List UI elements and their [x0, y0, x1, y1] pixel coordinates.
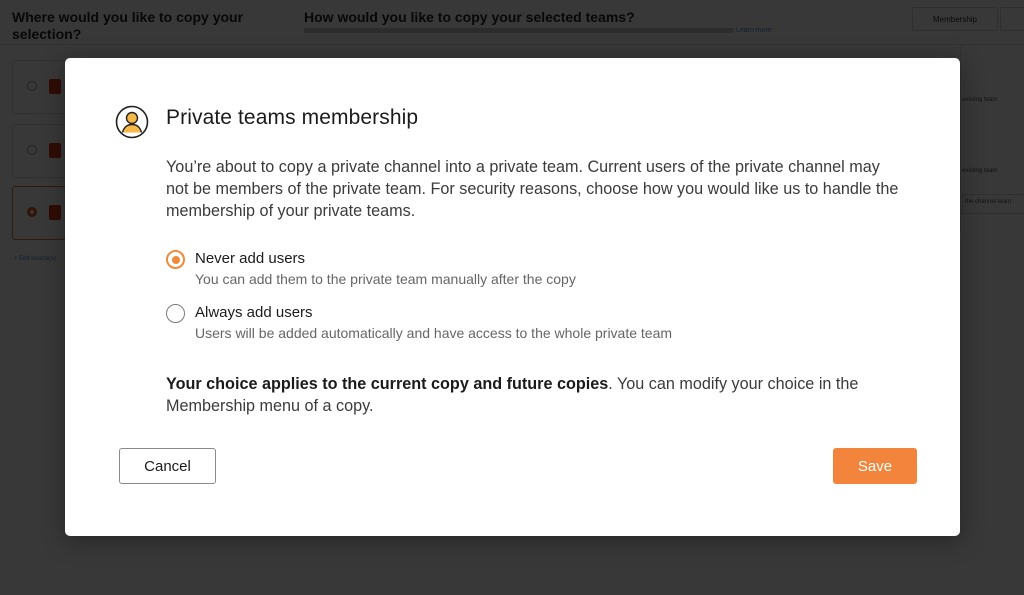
person-circle-icon: [115, 105, 149, 139]
option-label: Always add users: [195, 304, 313, 321]
choice-note-rest: . You can modify your choice in the Membership menu of a copy.: [166, 375, 859, 415]
choice-note-bold: Your choice applies to the current copy and future copies: [166, 375, 609, 393]
membership-dialog: [65, 58, 960, 536]
dialog-title: Private teams membership: [166, 106, 419, 129]
option-label: Never add users: [195, 250, 306, 267]
radio-never-add-users[interactable]: [166, 250, 185, 269]
option-help-text: You can add them to the private team manually after the copy: [195, 271, 576, 287]
option-help-text: Users will be added automatically and have access to the whole private team: [195, 325, 673, 341]
cancel-button[interactable]: Cancel: [119, 448, 216, 484]
choice-note: [166, 373, 896, 417]
dialog-description: You’re about to copy a private channel into a private team. Current users of the private channel may not be members of the private team. For security reasons, choose how you would like us to handle the membership of your private teams.: [166, 158, 899, 220]
radio-always-add-users[interactable]: [166, 304, 185, 323]
save-button[interactable]: Save: [833, 448, 917, 484]
